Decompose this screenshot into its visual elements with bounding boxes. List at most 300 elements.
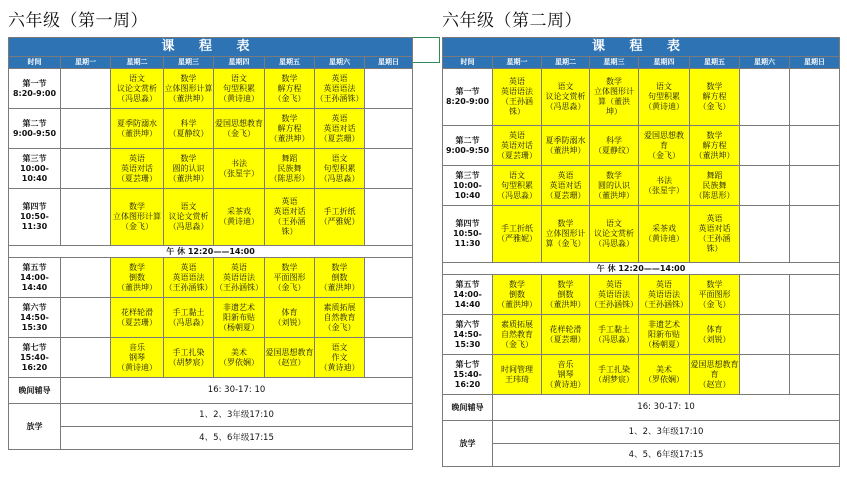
class-cell — [111, 69, 164, 109]
cell-text-line: 数学 — [129, 202, 145, 211]
cell-text-line: （金飞） — [223, 128, 255, 138]
cell-text-line: 10:50-11:30 — [20, 212, 49, 231]
column-header: 星期六 — [740, 57, 790, 69]
cell-text-line: 倒数 — [509, 289, 525, 299]
cell-text-line: （黄诗迪） — [117, 362, 157, 372]
empty-cell — [740, 355, 790, 395]
cell-text-line: 立体图形计算 — [113, 212, 161, 221]
cell-text-line: 9:00-9:50 — [445, 145, 490, 155]
empty-cell — [740, 315, 790, 355]
cell-text-line: 体育 — [706, 324, 723, 334]
cell-text-line: 数学 — [129, 262, 145, 272]
cell-text-line: （严雅妮） — [319, 217, 360, 226]
cell-text-line: （罗依娴） — [219, 357, 259, 367]
column-header: 星期二 — [111, 57, 164, 69]
class-cell — [542, 69, 590, 126]
cell-text-line: 第一节 — [22, 78, 47, 88]
cell-text-line: 第五节 — [455, 279, 480, 289]
cell-text-line: 民族舞 — [702, 180, 727, 190]
cell-text-line: 英语对话 — [549, 180, 582, 190]
cell-text-line: （严雅妮） — [497, 234, 537, 243]
cell-text-line: 9:00-9:50 — [12, 128, 57, 138]
cell-text-line: （王孙涵铢） — [640, 299, 688, 309]
period-slot — [9, 298, 61, 338]
cell-text-line: （刘锐） — [698, 334, 731, 344]
lesson-row — [9, 258, 413, 298]
class-cell — [111, 109, 164, 149]
cell-text-line: 解方程 — [702, 92, 727, 101]
class-cell — [265, 298, 315, 338]
cell-text-line: （黄诗迪） — [545, 379, 586, 389]
column-header: 星期三 — [164, 57, 214, 69]
header-row — [9, 57, 413, 69]
class-cell — [690, 166, 740, 206]
class-cell — [639, 315, 690, 355]
week2-timetable — [442, 37, 840, 467]
class-cell — [493, 206, 542, 263]
cell-text-line: 10:50-11:30 — [453, 229, 482, 248]
period-slot — [9, 149, 61, 189]
class-cell — [493, 275, 542, 315]
cell-text-line: 第四节 — [455, 219, 480, 228]
class-cell — [214, 69, 265, 109]
cell-text-line: 英语 — [231, 262, 247, 272]
cell-text-line: 立体图形计算 — [164, 83, 213, 93]
cell-text-line: 解方程 — [702, 140, 727, 150]
empty-cell — [790, 166, 840, 206]
cell-text-line: 手工折纸 — [501, 224, 533, 233]
evening-label: 晚间辅导 — [443, 395, 493, 421]
cell-text-line: 解方程 — [277, 123, 302, 133]
class-cell — [164, 338, 214, 378]
dismiss-time-lower: 1、2、3年级17:10 — [61, 404, 413, 427]
class-cell — [590, 126, 639, 166]
cell-text-line: 爱国思想教 — [644, 130, 684, 140]
cell-text-line: 英语对话 — [121, 163, 153, 173]
class-cell — [214, 109, 265, 149]
cell-text-line: （夏芸珊） — [497, 150, 537, 160]
class-cell — [111, 338, 164, 378]
cell-text-line: （杨朝夏） — [219, 322, 259, 332]
cell-text-line: （夏芸珊） — [117, 317, 157, 327]
class-cell — [315, 69, 365, 109]
cell-text-line: 第七节 — [455, 359, 480, 369]
cell-text-line: 句型积累 — [223, 83, 255, 93]
class-cell — [590, 69, 639, 126]
cell-text-line: （金飞） — [698, 102, 731, 111]
class-cell — [214, 258, 265, 298]
cell-text-line: 作文 — [331, 352, 348, 362]
cell-text-line: （王孙涵 — [698, 234, 731, 243]
cell-text-line: 英语 — [331, 113, 348, 123]
class-cell — [315, 149, 365, 189]
cell-text-line: 英语 — [180, 262, 197, 272]
lunch-row — [9, 246, 413, 258]
cell-text-line: 平面图形 — [698, 289, 731, 299]
cell-text-line: 数学 — [606, 77, 622, 86]
dismiss-time-lower: 1、2、3年级17:10 — [493, 421, 840, 444]
cell-text-line: 美术 — [656, 364, 672, 374]
empty-cell — [61, 189, 111, 246]
cell-text-line: （董洪坤） — [545, 145, 586, 155]
cell-text-line: （王孙涵铢） — [590, 299, 638, 309]
class-cell — [315, 258, 365, 298]
cell-text-line: 第一节 — [455, 87, 480, 96]
dismiss-time-upper: 4、5、6年级17:15 — [61, 427, 413, 450]
class-cell — [690, 126, 740, 166]
cell-text-line: 数学 — [509, 279, 525, 289]
period-slot — [443, 275, 493, 315]
header-row — [443, 57, 840, 69]
cell-text-line: 英语语法 — [172, 272, 205, 282]
cell-text-line: （罗依娴） — [644, 374, 684, 384]
cell-text-line: 书法 — [656, 175, 672, 185]
cell-text-line: 自然教育 — [501, 329, 533, 339]
period-slot — [9, 258, 61, 298]
lesson-row — [443, 315, 840, 355]
cell-text-line: 平面图形 — [273, 272, 306, 282]
cell-text-line: 数学 — [331, 262, 348, 272]
cell-text-line: 第二节 — [455, 135, 480, 145]
cell-text-line: 阳新布贴 — [223, 312, 255, 322]
cell-text-line: 数学 — [606, 170, 622, 180]
cell-text-line: 采茶戏 — [652, 224, 676, 233]
cell-text-line: 英语语法 — [323, 83, 356, 93]
class-cell — [690, 355, 740, 395]
cell-text-line: （冯思淼） — [594, 334, 634, 344]
cell-text-line: 英语对话 — [698, 224, 731, 233]
class-cell — [315, 298, 365, 338]
empty-cell — [790, 206, 840, 263]
cell-text-line: 语文 — [509, 170, 525, 180]
cell-text-line: 坤） — [606, 107, 622, 116]
cell-text-line: 英语 — [656, 279, 672, 289]
cell-text-line: 第二节 — [22, 118, 47, 128]
cell-text-line: 语文 — [331, 342, 348, 352]
class-cell — [690, 275, 740, 315]
cell-text-line: 手工扎染 — [598, 364, 630, 374]
lesson-row — [9, 109, 413, 149]
period-slot — [9, 69, 61, 109]
lesson-row — [443, 206, 840, 263]
class-cell — [542, 166, 590, 206]
cell-text-line: （董洪坤） — [319, 282, 360, 292]
cell-text-line: 10:00-10:40 — [453, 180, 482, 200]
column-header: 星期一 — [493, 57, 542, 69]
column-header: 时间 — [9, 57, 61, 69]
cell-text-line: （金飞） — [501, 339, 533, 349]
cell-text-line: （夏芸珊） — [117, 173, 157, 183]
class-cell — [690, 315, 740, 355]
cell-text-line: 英语 — [129, 153, 145, 163]
cell-text-line: 倒数 — [129, 272, 145, 282]
cell-text-line: 算（董洪 — [598, 97, 630, 106]
class-cell — [639, 69, 690, 126]
cell-text-line: 语文 — [331, 153, 348, 163]
class-cell — [265, 149, 315, 189]
class-cell — [542, 315, 590, 355]
cell-text-line: （王孙涵铢） — [164, 282, 213, 292]
cell-text-line: 14:50-15:30 — [453, 329, 482, 349]
cell-text-line: 铢） — [509, 107, 525, 116]
cell-text-line: 议论文赏析 — [545, 92, 586, 101]
class-cell — [111, 189, 164, 246]
cell-text-line: 句型积累 — [648, 92, 680, 101]
cell-text-line: 第五节 — [22, 262, 47, 272]
cell-text-line: 算（金飞） — [545, 239, 586, 248]
class-cell — [214, 298, 265, 338]
cell-text-line: 第六节 — [455, 319, 480, 329]
cell-text-line: （董洪坤） — [694, 150, 735, 160]
cell-text-line: 素质拓展 — [501, 319, 533, 329]
cell-text-line: 民族舞 — [277, 163, 302, 173]
selection-cell-box[interactable] — [412, 37, 440, 63]
cell-text-line: （张星宇） — [644, 185, 684, 195]
cell-text-line: 舞蹈 — [706, 170, 723, 180]
cell-text-line: 数学 — [281, 73, 298, 83]
cell-text-line: （胡梦宸） — [168, 357, 209, 367]
cell-text-line: （董洪坤） — [497, 299, 537, 309]
cell-text-line: （王孙涵铢） — [215, 282, 263, 292]
empty-cell — [790, 126, 840, 166]
lesson-row — [9, 69, 413, 109]
evening-time: 16: 30-17: 10 — [61, 378, 413, 404]
evening-row — [443, 395, 840, 421]
class-cell — [690, 69, 740, 126]
empty-cell — [365, 69, 413, 109]
class-cell — [214, 189, 265, 246]
column-header: 星期日 — [365, 57, 413, 69]
column-header: 星期一 — [61, 57, 111, 69]
cell-text-line: 第六节 — [22, 302, 47, 312]
class-cell — [590, 315, 639, 355]
period-slot — [9, 189, 61, 246]
cell-text-line: 语文 — [180, 202, 197, 211]
empty-cell — [740, 126, 790, 166]
empty-cell — [61, 298, 111, 338]
cell-text-line: 语文 — [656, 82, 672, 91]
lunch-break: 午 休 12:20——14:00 — [9, 246, 413, 258]
cell-text-line: （冯思淼） — [319, 173, 360, 183]
empty-cell — [790, 69, 840, 126]
cell-text-line: 第三节 — [455, 170, 480, 180]
lesson-row — [443, 69, 840, 126]
cell-text-line: 非遗艺术 — [223, 302, 255, 312]
lunch-row — [443, 263, 840, 275]
cell-text-line: （王孙涵铢） — [315, 93, 364, 103]
period-slot — [443, 355, 493, 395]
cell-text-line: 素质拓展 — [323, 302, 356, 312]
cell-text-line: 科学 — [180, 118, 197, 128]
cell-text-line: 数学 — [180, 73, 197, 83]
cell-text-line: 自然教育 — [323, 312, 356, 322]
lesson-row — [443, 355, 840, 395]
empty-cell — [61, 258, 111, 298]
empty-cell — [790, 355, 840, 395]
period-slot — [443, 69, 493, 126]
cell-text-line: （金飞） — [323, 322, 356, 332]
cell-text-line: （赵宣） — [698, 379, 731, 389]
empty-cell — [740, 166, 790, 206]
class-cell — [265, 258, 315, 298]
cell-text-line: 句型积累 — [501, 180, 533, 190]
cell-text-line: （夏静纹） — [594, 145, 634, 155]
cell-text-line: 第四节 — [22, 202, 47, 211]
class-cell — [214, 338, 265, 378]
class-cell — [639, 355, 690, 395]
week2-title: 六年级（第二周） — [442, 11, 582, 31]
class-cell — [590, 206, 639, 263]
column-header: 星期五 — [690, 57, 740, 69]
cell-text-line: 英语语法 — [648, 289, 680, 299]
column-header: 时间 — [443, 57, 493, 69]
cell-text-line: 阳新布贴 — [648, 329, 680, 339]
cell-text-line: 王玮琦 — [505, 374, 529, 384]
cell-text-line: 数学 — [706, 130, 723, 140]
cell-text-line: 育 — [660, 140, 668, 150]
cell-text-line: 14:50-15:30 — [20, 312, 49, 332]
dismiss-label: 放学 — [9, 404, 61, 450]
cell-text-line: 第七节 — [22, 342, 47, 352]
cell-text-line: 钢琴 — [129, 352, 145, 362]
class-cell — [542, 355, 590, 395]
cell-text-line: （赵宣） — [273, 357, 306, 367]
cell-text-line: 手工黏土 — [598, 324, 630, 334]
class-cell — [590, 275, 639, 315]
cell-text-line: 倒数 — [331, 272, 348, 282]
class-cell — [493, 315, 542, 355]
period-slot — [443, 126, 493, 166]
lesson-row — [443, 126, 840, 166]
class-cell — [493, 355, 542, 395]
empty-cell — [740, 69, 790, 126]
period-slot — [443, 166, 493, 206]
empty-cell — [740, 275, 790, 315]
lesson-row — [9, 189, 413, 246]
cell-text-line: 英语语法 — [501, 87, 533, 96]
class-cell — [590, 166, 639, 206]
class-cell — [493, 126, 542, 166]
cell-text-line: 手工扎染 — [172, 347, 205, 357]
cell-text-line: 爱国思想教育 — [265, 347, 314, 357]
cell-text-line: 英语 — [281, 197, 298, 206]
class-cell — [542, 275, 590, 315]
period-slot — [443, 206, 493, 263]
column-header: 星期四 — [639, 57, 690, 69]
empty-cell — [61, 69, 111, 109]
class-cell — [639, 206, 690, 263]
cell-text-line: （王孙涵 — [501, 97, 533, 106]
lesson-row — [9, 149, 413, 189]
period-slot — [9, 109, 61, 149]
class-cell — [493, 166, 542, 206]
week1-timetable — [8, 37, 413, 450]
cell-text-line: 爱国思想教育 — [215, 118, 263, 128]
cell-text-line: 倒数 — [557, 289, 574, 299]
cell-text-line: 英语语法 — [598, 289, 630, 299]
empty-cell — [790, 315, 840, 355]
cell-text-line: （夏芸珊） — [545, 334, 586, 344]
empty-cell — [61, 338, 111, 378]
cell-text-line: 英语 — [509, 77, 525, 86]
cell-text-line: （冯思淼） — [545, 102, 586, 111]
cell-text-line: 圆的认识 — [598, 180, 630, 190]
cell-text-line: （董洪坤） — [545, 299, 586, 309]
cell-text-line: 14:00-14:40 — [453, 289, 482, 309]
column-header: 星期五 — [265, 57, 315, 69]
cell-text-line: 立体图形计 — [545, 229, 586, 238]
class-cell — [164, 149, 214, 189]
cell-text-line: （冯思淼） — [168, 317, 209, 327]
dismiss-row — [443, 444, 840, 467]
cell-text-line: 议论文赏析 — [168, 212, 209, 221]
cell-text-line: 8:20-9:00 — [12, 88, 57, 98]
empty-cell — [365, 298, 413, 338]
cell-text-line: （董洪坤） — [117, 282, 157, 292]
cell-text-line: 8:20-9:00 — [445, 97, 490, 106]
cell-text-line: 舞蹈 — [281, 153, 298, 163]
period-slot — [443, 315, 493, 355]
column-header: 星期二 — [542, 57, 590, 69]
class-cell — [493, 69, 542, 126]
class-cell — [315, 189, 365, 246]
empty-cell — [365, 149, 413, 189]
cell-text-line: （黄诗迪） — [644, 102, 684, 111]
cell-text-line: 科学 — [606, 135, 622, 145]
class-cell — [111, 258, 164, 298]
cell-text-line: （张星宇） — [219, 168, 259, 178]
cell-text-line: 夏季防溺水 — [545, 135, 586, 145]
cell-text-line: 英语 — [706, 214, 723, 223]
class-cell — [315, 338, 365, 378]
dismiss-row — [443, 421, 840, 444]
cell-text-line: 手工黏土 — [172, 307, 205, 317]
cell-text-line: （金飞） — [121, 222, 153, 231]
class-cell — [164, 69, 214, 109]
class-cell — [639, 126, 690, 166]
cell-text-line: 夏季防溺水 — [117, 118, 157, 128]
dismiss-row — [9, 404, 413, 427]
class-cell — [542, 126, 590, 166]
cell-text-line: 立体图形计 — [594, 87, 634, 96]
lesson-row — [9, 298, 413, 338]
cell-text-line: （董洪坤） — [594, 190, 634, 200]
empty-cell — [790, 275, 840, 315]
cell-text-line: 音乐 — [557, 359, 574, 369]
cell-text-line: （夏芸珊） — [545, 190, 586, 200]
cell-text-line: 美术 — [231, 347, 247, 357]
cell-text-line: 体育 — [281, 307, 298, 317]
cell-text-line: （夏芸珊） — [319, 133, 360, 143]
cell-text-line: （董洪坤） — [168, 93, 209, 103]
cell-text-line: （金飞） — [273, 93, 306, 103]
cell-text-line: （董洪坤） — [117, 128, 157, 138]
cell-text-line: 数学 — [706, 279, 723, 289]
cell-text-line: 英语对话 — [501, 140, 533, 150]
empty-cell — [365, 109, 413, 149]
cell-text-line: （董洪坤） — [168, 173, 209, 183]
cell-text-line: （王孙涵 — [273, 217, 306, 226]
dismiss-time-upper: 4、5、6年级17:15 — [493, 444, 840, 467]
cell-text-line: （夏静纹） — [168, 128, 209, 138]
class-cell — [111, 149, 164, 189]
lesson-row — [9, 338, 413, 378]
class-cell — [315, 109, 365, 149]
dismiss-label: 放学 — [443, 421, 493, 467]
cell-text-line: 数学 — [281, 262, 298, 272]
cell-text-line: 英语对话 — [273, 207, 306, 216]
empty-cell — [61, 109, 111, 149]
